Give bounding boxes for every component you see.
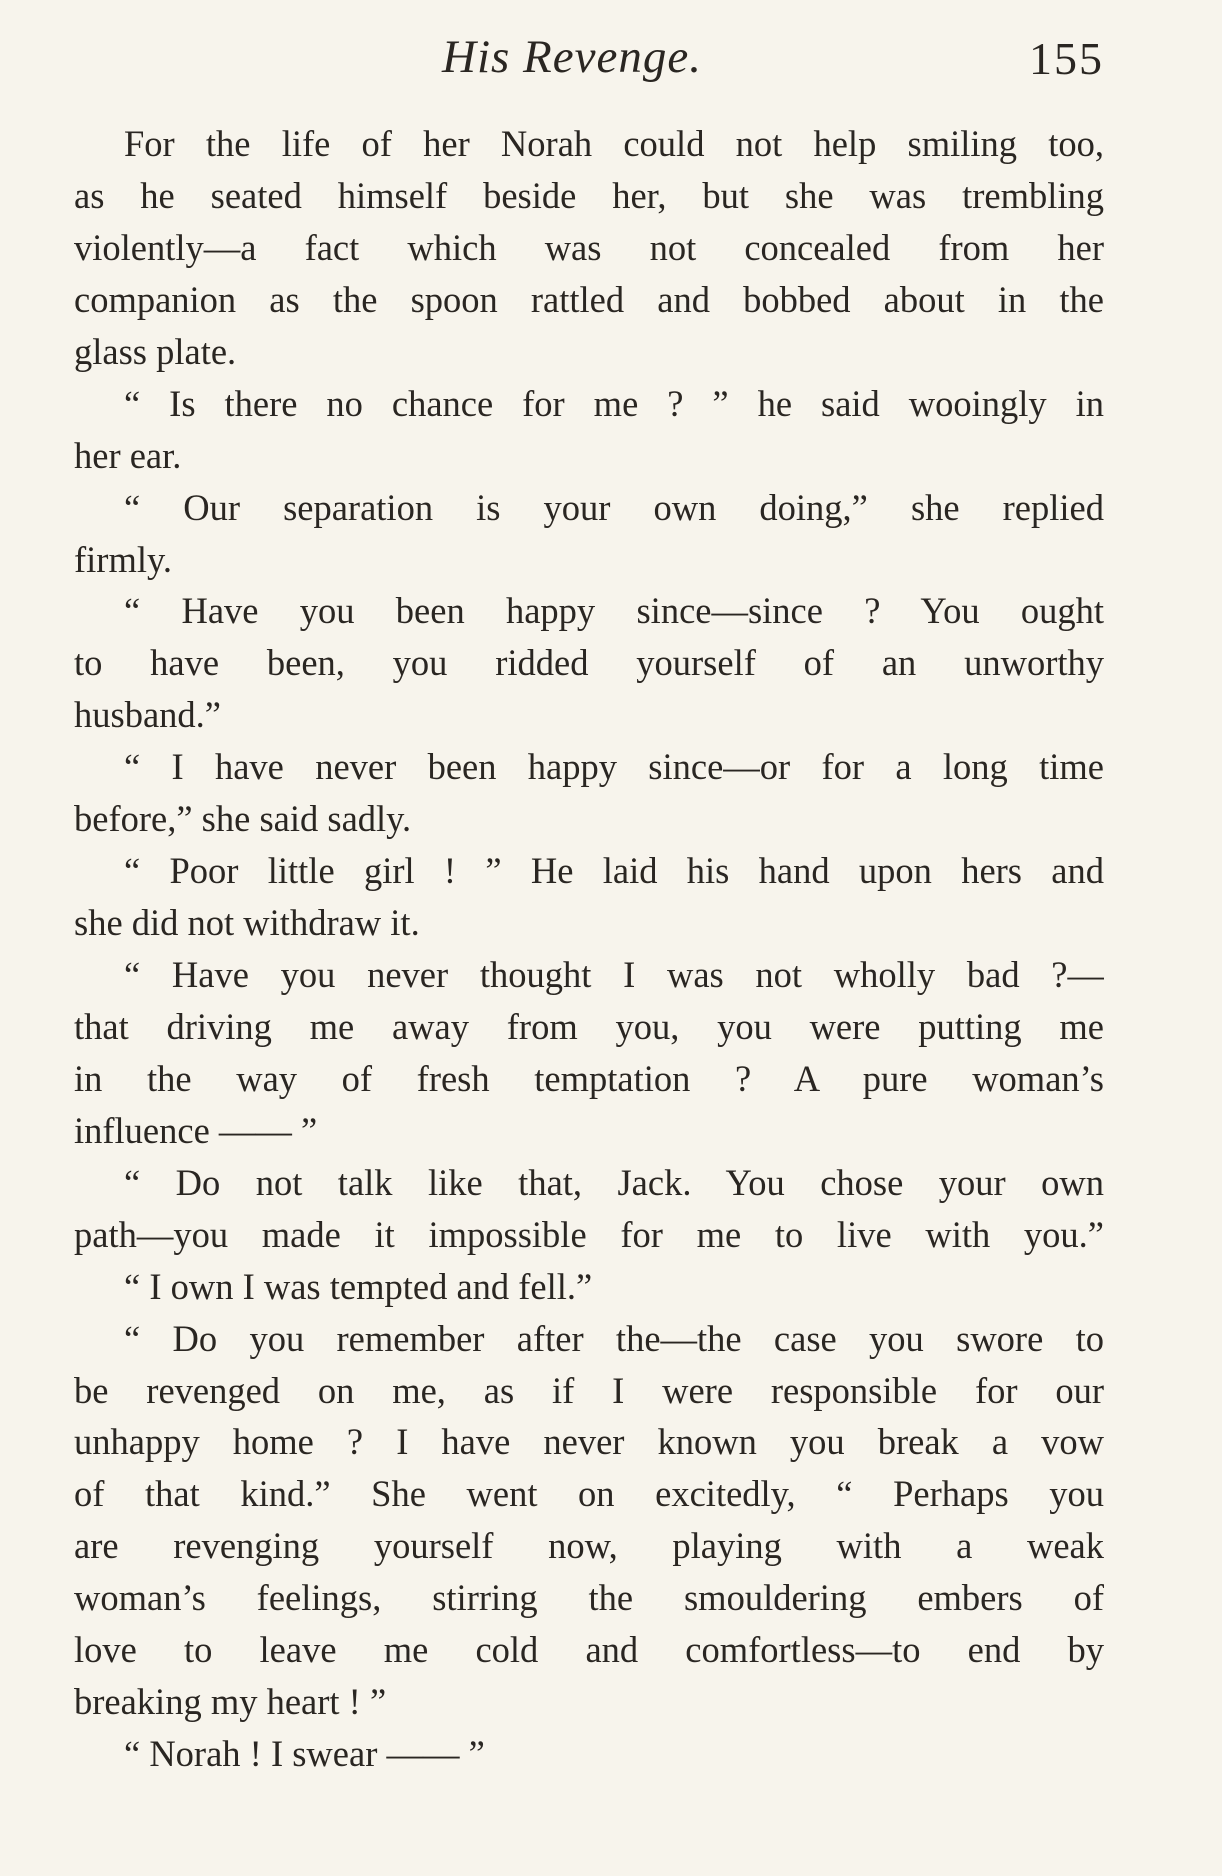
text-line: “ Do you remember after the—the case you swore to	[124, 1317, 1104, 1359]
running-title: His Revenge.	[442, 31, 702, 83]
text-line: firmly.	[74, 538, 172, 580]
text-line: glass plate.	[74, 330, 237, 372]
text-line: “ Have you never thought I was not wholly bad ?—	[124, 954, 1104, 995]
text-line: “ I have never been happy since—or for a long time	[124, 746, 1104, 788]
text-line: “ I own I was tempted and fell.”	[124, 1265, 593, 1307]
text-line: “ Norah ! I swear —— ”	[124, 1733, 485, 1775]
text-line: in the way of fresh temptation ? A pure woman’s	[74, 1057, 1104, 1099]
text-line: violently—a fact which was not concealed from her	[74, 226, 1104, 268]
text-line: love to leave me cold and comfortless—to end by	[74, 1629, 1104, 1671]
text-line: path—you made it impossible for me to live with you.”	[74, 1213, 1104, 1255]
text-line: companion as the spoon rattled and bobbed about in the	[74, 278, 1104, 320]
text-line: to have been, you ridded yourself of an unworthy	[74, 642, 1104, 684]
text-line: as he seated himself beside her, but she was trembling	[74, 174, 1104, 216]
text-line: influence —— ”	[74, 1109, 318, 1151]
text-line: that driving me away from you, you were putting me	[74, 1005, 1104, 1047]
text-line: “ Poor little girl ! ” He laid his hand upon hers and	[124, 850, 1104, 892]
text-line: “ Our separation is your own doing,” she replied	[124, 486, 1104, 528]
page-number: 155	[1029, 33, 1104, 84]
text-line: before,” she said sadly.	[74, 798, 412, 840]
text-line: of that kind.” She went on excitedly, “ Perhaps you	[74, 1473, 1104, 1515]
text-line: she did not withdraw it.	[74, 902, 420, 944]
body-text	[74, 118, 1104, 1780]
text-line: “ Have you been happy since—since ? You ought	[124, 590, 1104, 632]
text-line: “ Do not talk like that, Jack. You chose your own	[124, 1161, 1104, 1203]
running-head	[74, 30, 1104, 100]
text-line: her ear.	[74, 434, 182, 476]
text-line: “ Is there no chance for me ? ” he said wooingly in	[124, 382, 1104, 424]
text-line: For the life of her Norah could not help smiling too,	[124, 123, 1104, 164]
text-line: husband.”	[74, 694, 221, 736]
text-line: be revenged on me, as if I were responsible for our	[74, 1369, 1104, 1411]
text-line: unhappy home ? I have never known you break a vow	[74, 1421, 1104, 1463]
text-line: breaking my heart ! ”	[74, 1681, 387, 1723]
text-line: are revenging yourself now, playing with a weak	[74, 1525, 1104, 1567]
text-line: woman’s feelings, stirring the smouldering embers of	[74, 1577, 1104, 1619]
